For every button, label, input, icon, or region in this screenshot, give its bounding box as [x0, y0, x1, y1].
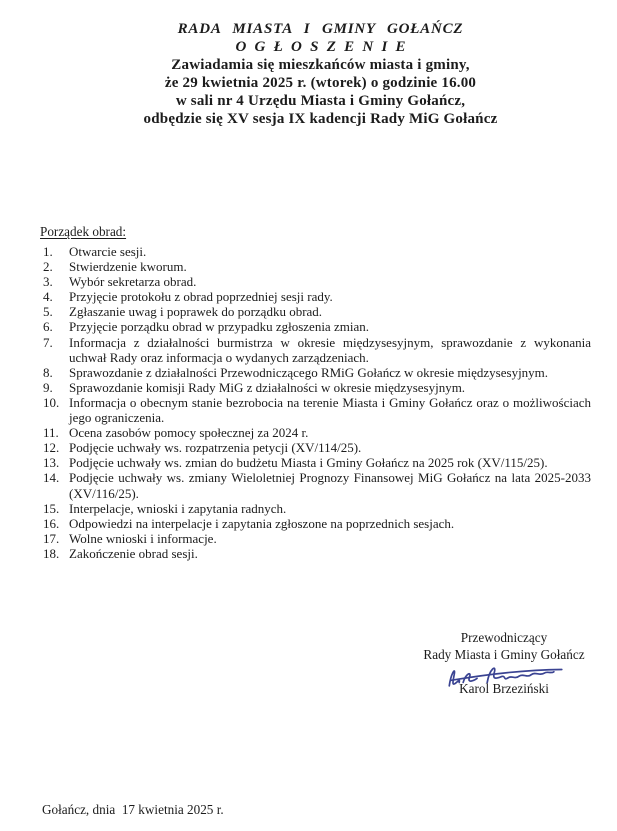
agenda-item-text: Podjęcie uchwały ws. zmian do budżetu Miasta i Gminy Gołańcz na 2025 rok (XV/115/25). — [69, 455, 548, 471]
agenda-item — [43, 319, 591, 334]
announcement-intro — [24, 56, 617, 128]
agenda-item — [43, 304, 591, 319]
agenda-item-number: 17. — [43, 530, 60, 546]
agenda-item-number: 2. — [43, 259, 53, 275]
agenda-item — [43, 380, 591, 395]
agenda-item-text: Podjęcie uchwały ws. rozpatrzenia petycji (XV/114/25). — [69, 440, 362, 456]
agenda-item-number: 15. — [43, 500, 60, 516]
signature-area — [398, 664, 610, 704]
agenda-item-text: Informacja z działalności burmistrza w okresie międzysesyjnym, sprawozdanie z wykonania uchwał Rady oraz informacja o wydanych zarządzeniach. — [69, 334, 591, 365]
agenda-item — [43, 546, 591, 561]
agenda-item-number: 13. — [43, 455, 60, 471]
agenda-item-number: 3. — [43, 274, 53, 290]
agenda-item — [43, 335, 591, 365]
announcement-header — [0, 20, 617, 128]
agenda-item-number: 8. — [43, 364, 53, 380]
announcement-intro-line: odbędzie się XV sesja IX kadencji Rady MiG Gołańcz — [143, 111, 498, 127]
agenda-item — [43, 425, 591, 440]
agenda-item — [43, 531, 591, 546]
agenda-item — [43, 516, 591, 531]
agenda-heading: Porządek obrad: — [40, 224, 127, 239]
agenda-list — [40, 244, 591, 561]
agenda-section — [40, 224, 591, 561]
agenda-item — [43, 365, 591, 380]
announcement-intro-line: Zawiadamia się mieszkańców miasta i gminy, — [171, 57, 470, 73]
agenda-item-number: 7. — [43, 334, 53, 350]
place-date-line: Gołańcz, dnia 17 kwietnia 2025 r. — [42, 802, 224, 817]
agenda-item-text: Stwierdzenie kworum. — [69, 259, 187, 275]
signature-role-title: Przewodniczący — [460, 630, 548, 645]
agenda-item-text: Przyjęcie porządku obrad w przypadku zgłoszenia zmian. — [69, 319, 369, 335]
agenda-item-text: Sprawozdanie z działalności Przewodniczącego RMiG Gołańcz w okresie międzysesyjnym. — [69, 364, 549, 380]
signature-block — [398, 629, 610, 704]
agenda-item-text: Informacja o obecnym stanie bezrobocia na terenie Miasta i Gminy Gołańcz oraz o możliwościach jego ograniczenia. — [69, 394, 591, 426]
agenda-item-number: 6. — [43, 319, 53, 335]
agenda-item-text: Przyjęcie protokołu z obrad poprzedniej sesji rady. — [69, 289, 333, 305]
agenda-item — [43, 501, 591, 516]
signature-role-org: Rady Miasta i Gminy Gołańcz — [423, 647, 585, 662]
agenda-item-text: Otwarcie sesji. — [69, 244, 147, 259]
agenda-item — [43, 244, 591, 259]
agenda-item — [43, 395, 591, 425]
agenda-item — [43, 274, 591, 289]
agenda-item-text: Odpowiedzi na interpelacje i zapytania zgłoszone na poprzednich sesjach. — [69, 515, 455, 531]
agenda-item-number: 4. — [43, 289, 53, 305]
agenda-item-number: 12. — [43, 440, 60, 456]
agenda-item-number: 11. — [43, 425, 59, 441]
agenda-item — [43, 259, 591, 274]
agenda-item-number: 10. — [43, 394, 60, 410]
announcement-org-title: RADA MIASTA I GMINY GOŁAŃCZ — [177, 21, 464, 37]
agenda-item-text: Zakończenie obrad sesji. — [69, 545, 198, 561]
announcement-intro-line: że 29 kwietnia 2025 r. (wtorek) o godzinie 16.00 — [164, 75, 477, 91]
agenda-item-text: Ocena zasobów pomocy społecznej za 2024 r. — [69, 425, 309, 441]
handwritten-signature-icon — [440, 658, 567, 696]
agenda-item-text: Sprawozdanie komisji Rady MiG z działalności w okresie międzysesyjnym. — [69, 379, 466, 395]
agenda-item-text: Wolne wnioski i informacje. — [69, 530, 217, 546]
agenda-item-number: 5. — [43, 304, 53, 320]
agenda-item-text: Wybór sekretarza obrad. — [69, 274, 197, 290]
agenda-item-text: Zgłaszanie uwag i poprawek do porządku obrad. — [69, 304, 323, 320]
agenda-item — [43, 455, 591, 470]
agenda-item-number: 1. — [43, 244, 53, 259]
agenda-item-number: 18. — [43, 545, 60, 561]
announcement-intro-line: w sali nr 4 Urzędu Miasta i Gminy Gołańcz, — [175, 93, 466, 109]
announcement-heading: OGŁOSZENIE — [235, 39, 414, 55]
signatory-name: Karol Brzeziński — [459, 681, 549, 696]
agenda-item — [43, 470, 591, 500]
agenda-item-number: 16. — [43, 515, 60, 531]
agenda-item-text: Interpelacje, wnioski i zapytania radnych. — [69, 500, 287, 516]
agenda-item-number: 14. — [43, 470, 60, 486]
agenda-item-text: Podjęcie uchwały ws. zmiany Wieloletniej Prognozy Finansowej MiG Gołańcz na lata 2025-2033 (XV/116/25). — [69, 470, 591, 501]
agenda-item — [43, 289, 591, 304]
agenda-item-number: 9. — [43, 379, 53, 395]
agenda-item — [43, 440, 591, 455]
